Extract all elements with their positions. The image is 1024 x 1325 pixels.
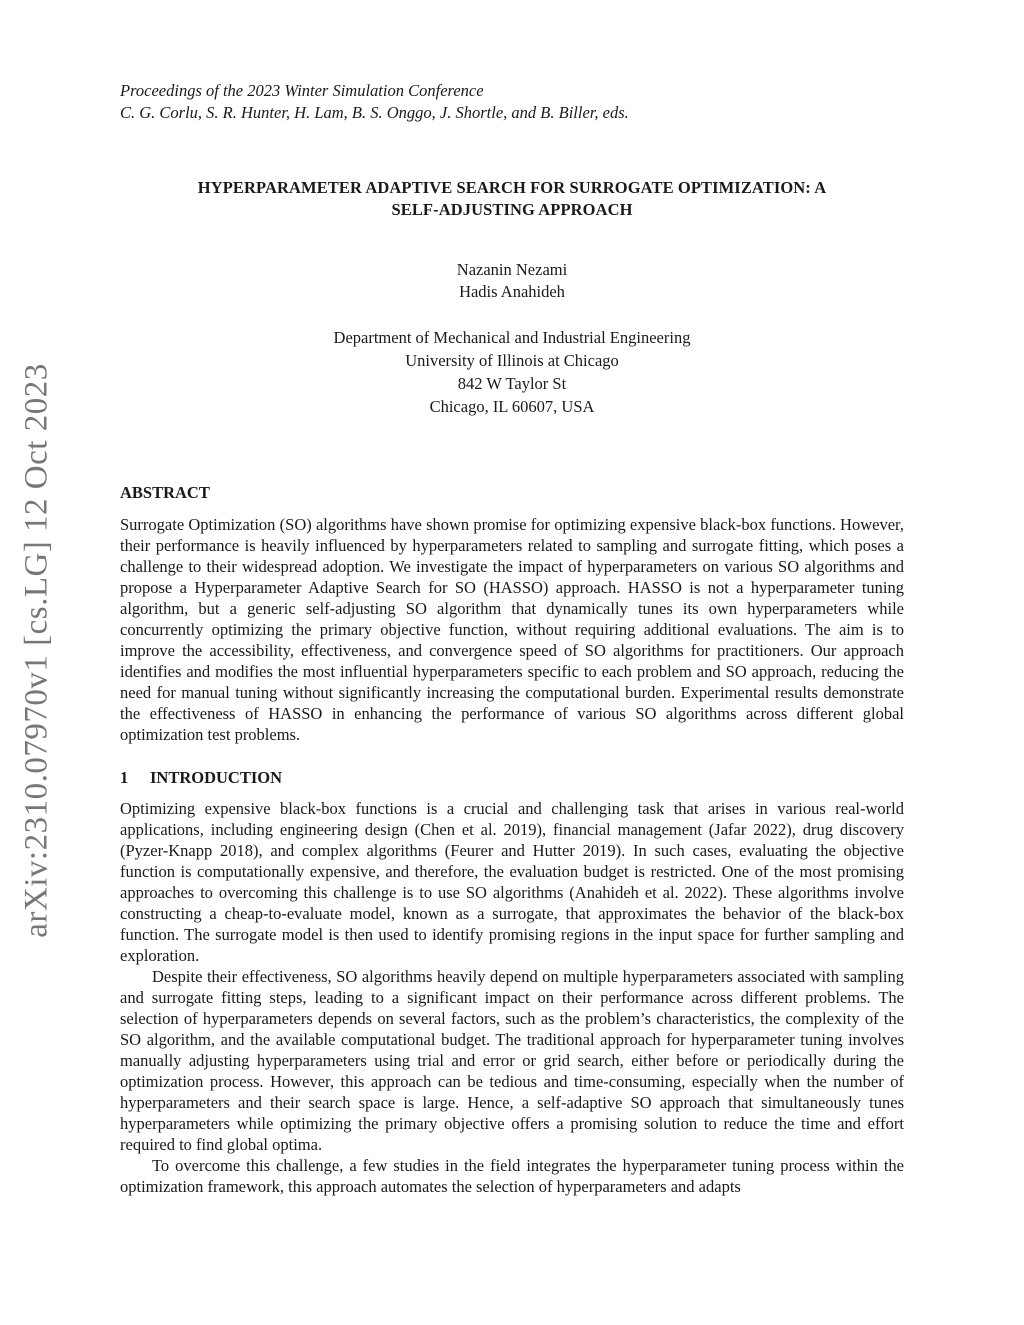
paper-title-line-1: HYPERPARAMETER ADAPTIVE SEARCH FOR SURROGATE OPTIMIZATION: A	[197, 178, 827, 197]
intro-paragraph: To overcome this challenge, a few studies in the field integrates the hyperparameter tuning process within the optimization framework, this approach automates the selection of hyperparameters and adapts	[120, 1156, 904, 1196]
arxiv-identifier-text: arXiv:2310.07970v1 [cs.LG] 12 Oct 2023	[18, 362, 55, 938]
author-name: Nazanin Nezami	[456, 260, 568, 279]
intro-paragraph: Optimizing expensive black-box functions is a crucial and challenging task that arises in various real-world applications, including engineering design (Chen et al. 2019), financial management (Jafar 2022), drug discovery (Pyzer-Knapp 2018), and complex algorithms (Feurer and Hutter 2019). In such cases, evaluating the objective function is computationally expensive, and therefore, the evaluation budget is restricted. One of the most promising approaches to overcoming this challenge is to use SO algorithms (Anahideh et al. 2022). These algorithms involve constructing a cheap-to-evaluate model, known as a surrogate, that approximates the behavior of the black-box function. The surrogate model is then used to identify promising regions in the input space for further sampling and exploration.	[120, 799, 904, 965]
author-list	[120, 259, 904, 303]
introduction-body	[120, 798, 904, 1197]
abstract-body	[120, 514, 904, 745]
affiliation-university: University of Illinois at Chicago	[405, 351, 619, 370]
intro-paragraph: Despite their effectiveness, SO algorithms heavily depend on multiple hyperparameters associated with sampling and surrogate fitting steps, leading to a significant impact on their performance across different problems. The selection of hyperparameters depends on several factors, such as the problem’s characteristics, the complexity of the SO algorithm, and the available computational budget. The traditional approach for hyperparameter tuning involves manually adjusting hyperparameters using trial and error or grid search, either before or periodically during the optimization process. However, this approach can be tedious and time-consuming, especially when the number of hyperparameters and their search space is large. Hence, a self-adaptive SO approach that simultaneously tunes hyperparameters while optimizing the primary objective offers a promising solution to reduce the time and effort required to find global optima.	[120, 967, 904, 1154]
section-title: INTRODUCTION	[150, 768, 283, 787]
abstract-heading: ABSTRACT	[120, 483, 210, 502]
paper-title-line-2: SELF-ADJUSTING APPROACH	[391, 200, 633, 219]
proceedings-title: Proceedings of the 2023 Winter Simulation Conference	[120, 81, 484, 100]
section-number: 1	[120, 768, 129, 787]
author-name: Hadis Anahideh	[459, 282, 565, 301]
proceedings-header	[120, 80, 910, 124]
paper-title	[120, 177, 904, 221]
affiliation	[120, 326, 904, 418]
proceedings-editors: C. G. Corlu, S. R. Hunter, H. Lam, B. S. Onggo, J. Shortle, and B. Biller, eds.	[120, 103, 629, 122]
affiliation-city: Chicago, IL 60607, USA	[429, 397, 595, 416]
introduction-heading	[120, 767, 282, 789]
affiliation-department: Department of Mechanical and Industrial Engineering	[333, 328, 691, 347]
arxiv-identifier-stamp	[12, 350, 62, 950]
affiliation-street: 842 W Taylor St	[457, 374, 567, 393]
abstract-paragraph: Surrogate Optimization (SO) algorithms have shown promise for optimizing expensive black-box functions. However, their performance is heavily influenced by hyperparameters related to sampling and surrogate fitting, which poses a challenge to their widespread adoption. We investigate the impact of hyperparameters on various SO algorithms and propose a Hyperparameter Adaptive Search for SO (HASSO) approach. HASSO is not a hyperparameter tuning algorithm, but a generic self-adjusting SO algorithm that dynamically tunes its own hyperparameters while concurrently optimizing the primary objective function, without requiring additional evaluations. The aim is to improve the accessibility, effectiveness, and convergence speed of SO algorithms for practitioners. Our approach identifies and modifies the most influential hyperparameters specific to each problem and SO approach, reducing the need for manual tuning without significantly increasing the computational burden. Experimental results demonstrate the effectiveness of HASSO in enhancing the performance of various SO algorithms across different global optimization test problems.	[120, 515, 904, 744]
